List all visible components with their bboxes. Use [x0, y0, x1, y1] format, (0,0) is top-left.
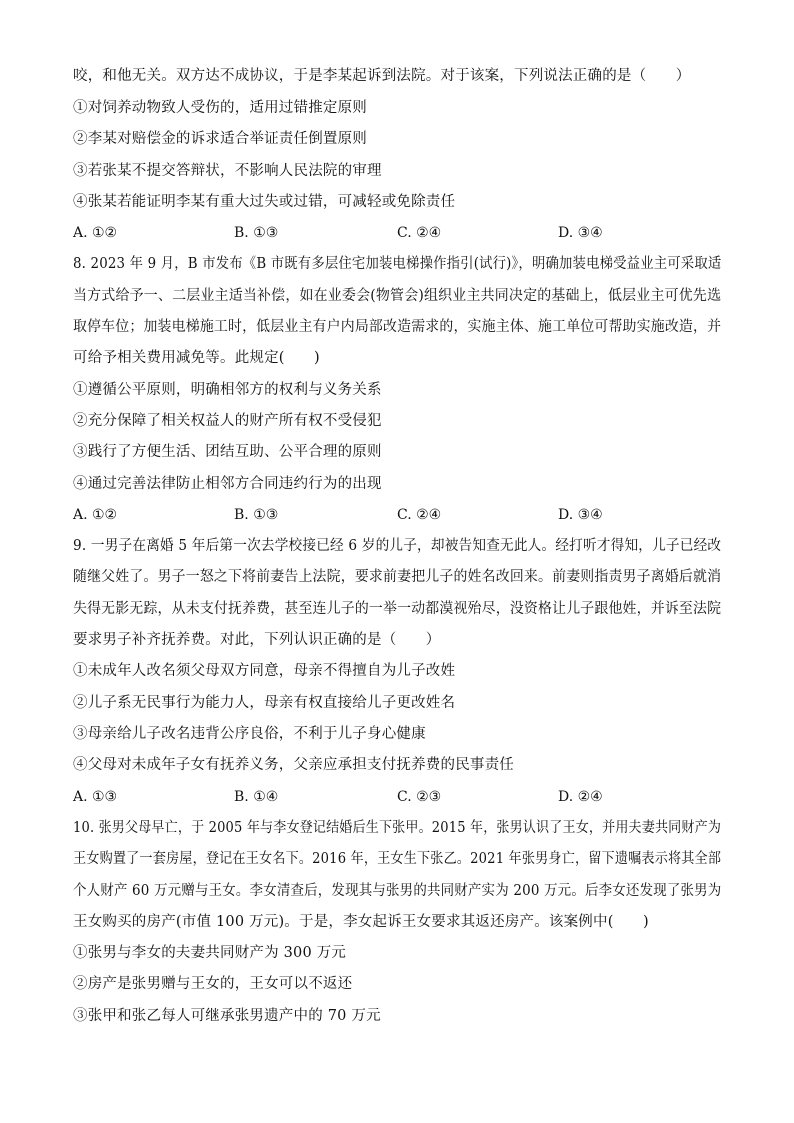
- q7-statement-3: ③若张某不提交答辩状，不影响人民法院的审理: [73, 163, 382, 179]
- q9-stem-line-2: 随继父姓了。男子一怒之下将前妻告上法院，要求前妻把儿子的姓名改回来。前妻则指责男子离婚后就消: [73, 569, 722, 585]
- q9-statement-3: ③母亲给儿子改名违背公序良俗，不利于儿子身心健康: [73, 726, 426, 742]
- q10-stem-line-1: 10. 张男父母早亡，于 2005 年与李女登记结婚后生下张甲。2015 年，张男认识了王女，并用夫妻共同财产为: [73, 820, 722, 836]
- q10-stem-line-4: 王女购买的房产(市值 100 万元)。于是，李女起诉王女要求其返还房产。该案例中( ): [73, 914, 649, 930]
- q8-statement-4: ④通过完善法律防止相邻方合同违约行为的出现: [73, 476, 382, 492]
- q7-statement-1: ①对饲养动物致人受伤的，适用过错推定原则: [73, 100, 367, 116]
- q9-stem-line-1: 9. 一男子在离婚 5 年后第一次去学校接已经 6 岁的儿子，却被告知查无此人。经打听才得知，儿子已经改: [73, 538, 722, 554]
- q9-option-a: A. ①③: [73, 789, 118, 805]
- q8-option-d: D. ③④: [558, 507, 603, 523]
- q8-option-a: A. ①②: [73, 507, 118, 523]
- q7-stem: 咬，和他无关。双方达不成协议，于是李某起诉到法院。对于该案，下列说法正确的是（ ）: [73, 68, 691, 84]
- q7-option-c: C. ②④: [397, 225, 442, 241]
- q10-stem-line-2: 王女购置了一套房屋，登记在王女名下。2016 年，王女生下张乙。2021 年张男身亡，留下遗嘱表示将其全部: [73, 851, 722, 867]
- q9-statement-1: ①未成年人改名须父母双方同意，母亲不得擅自为儿子改姓: [73, 663, 456, 679]
- q8-statement-1: ①遵循公平原则，明确相邻方的权利与义务关系: [73, 382, 382, 398]
- q10-statement-3: ③张甲和张乙每人可继承张男遗产中的 70 万元: [73, 1008, 381, 1024]
- q9-option-d: D. ②④: [558, 789, 603, 805]
- q10-statement-2: ②房产是张男赠与王女的，王女可以不返还: [73, 976, 353, 992]
- q9-option-b: B. ①④: [234, 789, 279, 805]
- q8-stem-line-3: 取停车位；加装电梯施工时，低层业主有户内局部改造需求的，实施主体、施工单位可帮助实施改造，并: [73, 319, 722, 335]
- q7-statement-2: ②李某对赔偿金的诉求适合举证责任倒置原则: [73, 131, 367, 147]
- q9-stem-line-3: 失得无影无踪，从未支付抚养费，甚至连儿子的一举一动都漠视殆尽，没资格让儿子跟他姓，并诉至法院: [73, 601, 722, 617]
- q8-statement-3: ③践行了方便生活、团结互助、公平合理的原则: [73, 444, 382, 460]
- q7-option-d: D. ③④: [558, 225, 603, 241]
- q7-statement-4: ④张某若能证明李某有重大过失或过错，可减轻或免除责任: [73, 194, 456, 210]
- q8-option-c: C. ②④: [397, 507, 442, 523]
- q9-stem-line-4: 要求男子补齐抚养费。对此，下列认识正确的是（ ）: [73, 632, 441, 648]
- q8-stem-line-1: 8. 2023 年 9 月，B 市发布《B 市既有多层住宅加装电梯操作指引(试行)》，明确加装电梯受益业主可采取适: [73, 256, 722, 272]
- q9-statement-4: ④父母对未成年子女有抚养义务，父亲应承担支付抚养费的民事责任: [73, 757, 514, 773]
- q8-stem-line-2: 当方式给予一、二层业主适当补偿，如在业委会(物管会)组织业主共同决定的基础上，低层业主可优先选: [73, 288, 722, 304]
- q8-statement-2: ②充分保障了相关权益人的财产所有权不受侵犯: [73, 413, 382, 429]
- q7-option-a: A. ①②: [73, 225, 118, 241]
- q7-option-b: B. ①③: [234, 225, 279, 241]
- q8-stem-line-4: 可给予相关费用减免等。此规定( ): [73, 350, 320, 366]
- q9-option-c: C. ②③: [397, 789, 442, 805]
- q10-stem-line-3: 个人财产 60 万元赠与王女。李女清查后，发现其与张男的共同财产实为 200 万元。后李女还发现了张男为: [73, 883, 722, 899]
- q9-statement-2: ②儿子系无民事行为能力人，母亲有权直接给儿子更改姓名: [73, 695, 456, 711]
- q10-statement-1: ①张男与李女的夫妻共同财产为 300 万元: [73, 945, 347, 961]
- q8-option-b: B. ①③: [234, 507, 279, 523]
